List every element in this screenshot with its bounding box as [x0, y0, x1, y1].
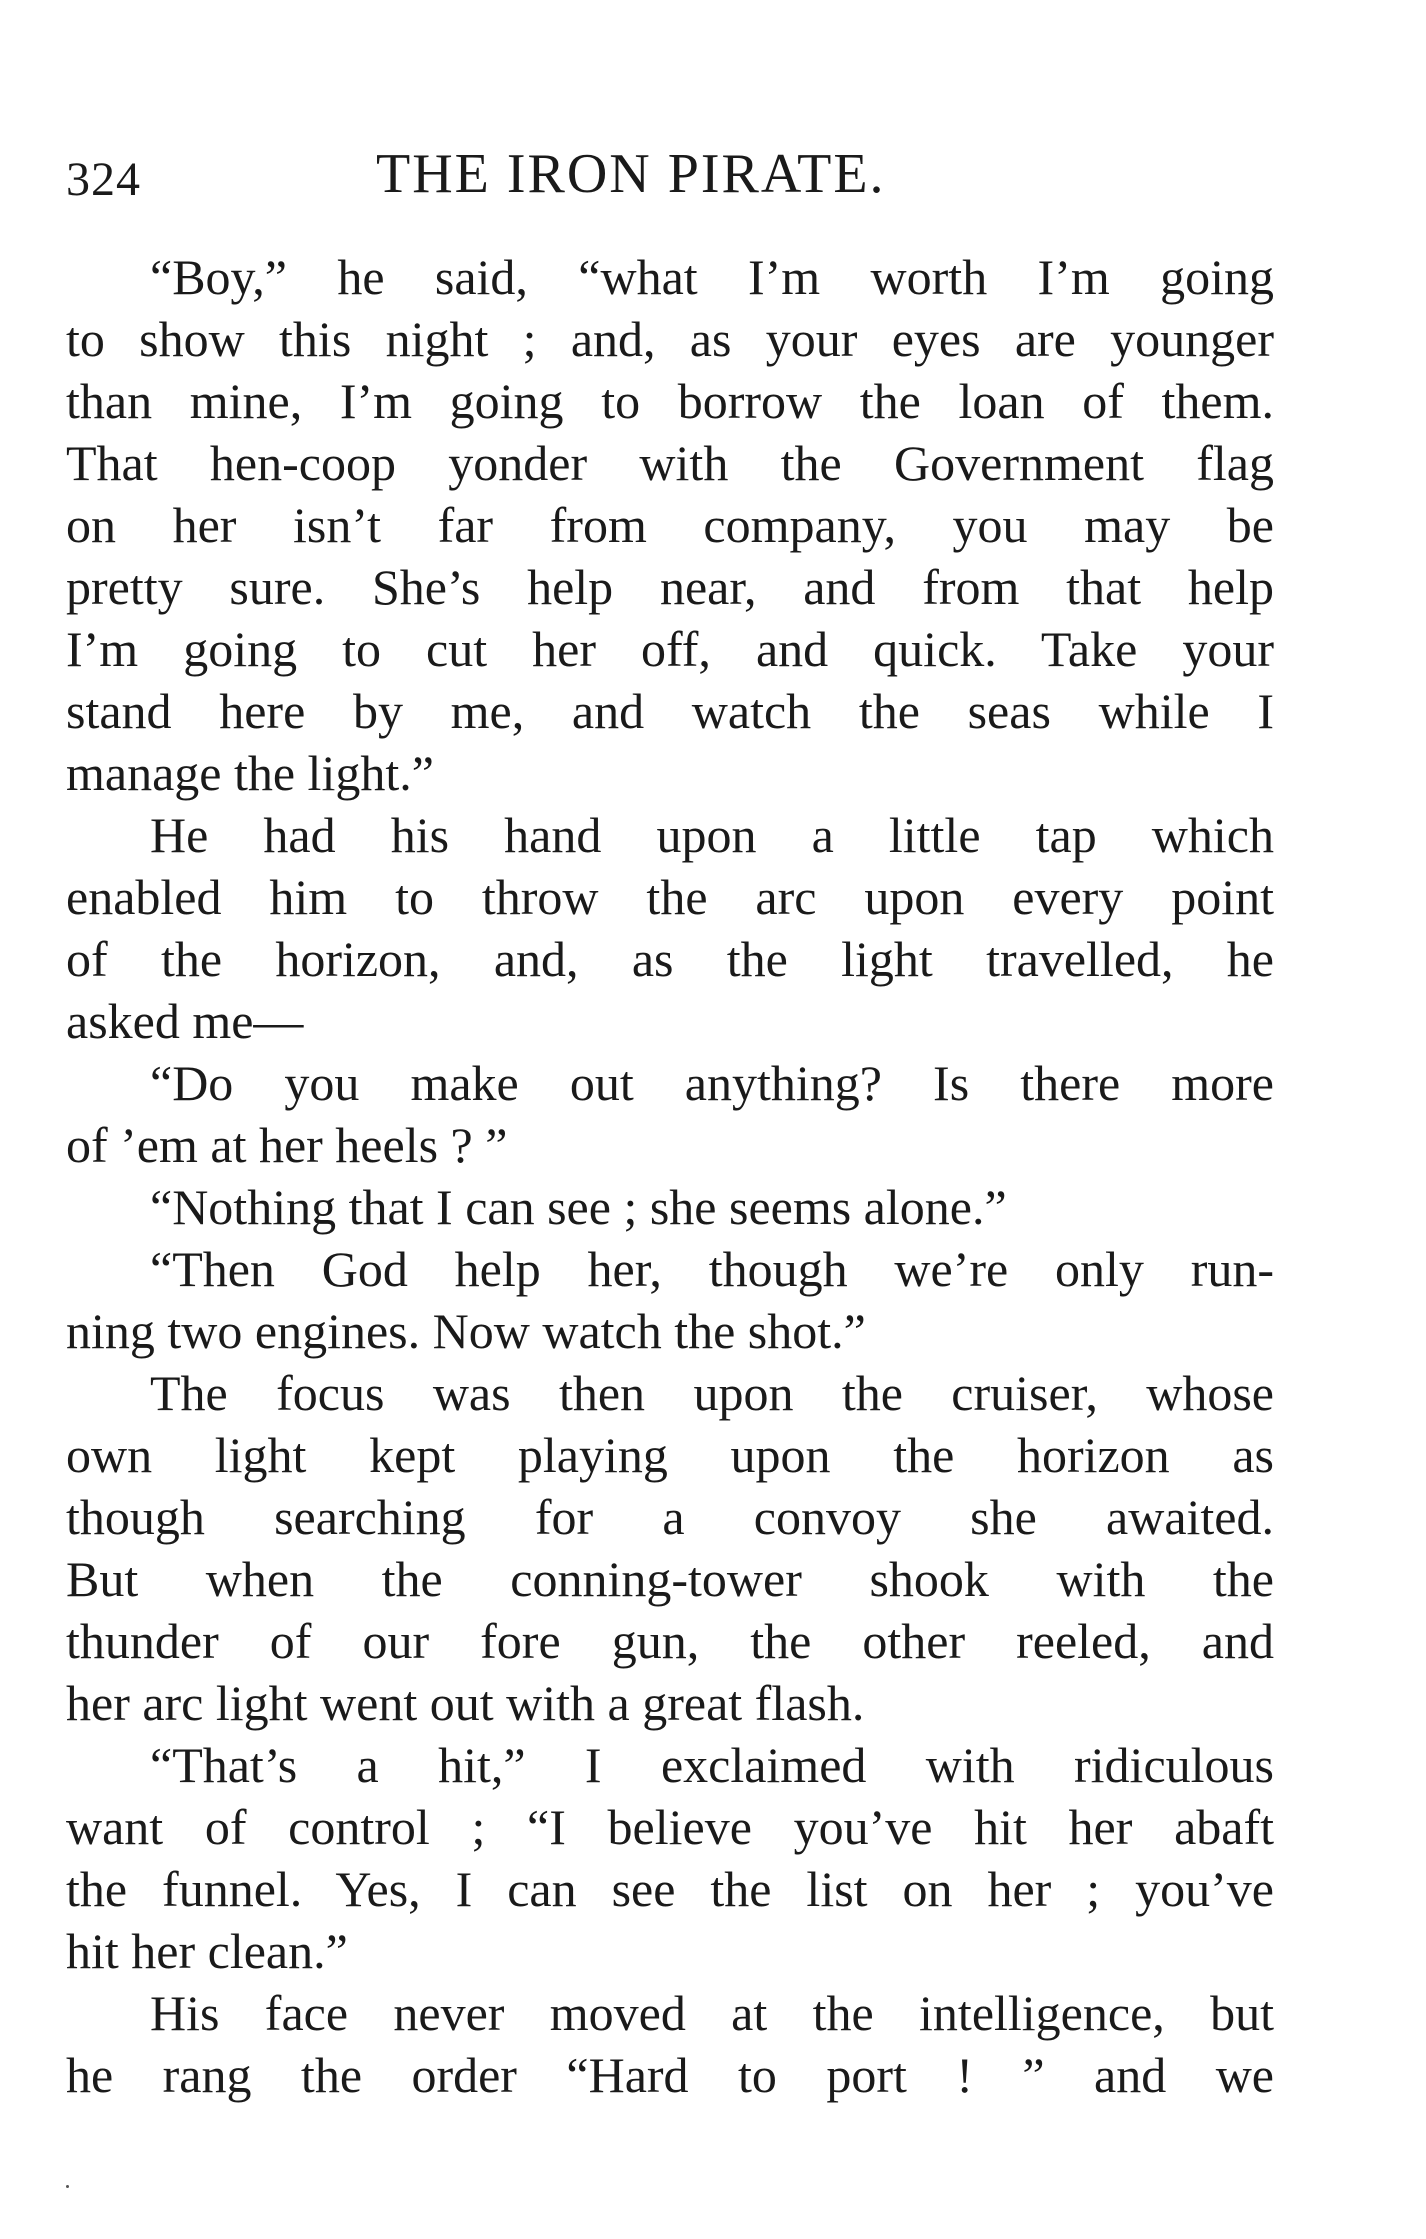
text-line: I’m going to cut her off, and quick. Take your: [66, 621, 1274, 677]
text-line: want of control ; “I believe you’ve hit her abaft: [66, 1799, 1274, 1855]
text-line: thunder of our fore gun, the other reeled, and: [66, 1613, 1274, 1669]
print-speck: [66, 2185, 69, 2188]
text-line: stand here by me, and watch the seas while I: [66, 683, 1274, 739]
text-line: own light kept playing upon the horizon as: [66, 1427, 1274, 1483]
text-line: His face never moved at the intelligence, but: [150, 1985, 1274, 2041]
text-line: pretty sure. She’s help near, and from that help: [66, 559, 1274, 615]
text-line: than mine, I’m going to borrow the loan of them.: [66, 373, 1274, 429]
text-line: of the horizon, and, as the light travelled, he: [66, 931, 1274, 987]
text-line: But when the conning-tower shook with the: [66, 1551, 1274, 1607]
text-line: “Nothing that I can see ; she seems alone.”: [150, 1179, 1007, 1235]
body-text: [66, 246, 1274, 2106]
text-line: He had his hand upon a little tap which: [150, 807, 1274, 863]
text-line: manage the light.”: [66, 745, 434, 801]
text-line: on her isn’t far from company, you may be: [66, 497, 1274, 553]
page-header: [66, 142, 1276, 212]
text-line: The focus was then upon the cruiser, whose: [150, 1365, 1274, 1421]
text-line: ning two engines. Now watch the shot.”: [66, 1303, 866, 1359]
text-line: asked me—: [66, 993, 304, 1049]
text-line: “Then God help her, though we’re only run-: [150, 1241, 1274, 1297]
text-line: her arc light went out with a great flash.: [66, 1675, 865, 1731]
text-line: hit her clean.”: [66, 1923, 348, 1979]
text-line: enabled him to throw the arc upon every point: [66, 869, 1274, 925]
text-line: “That’s a hit,” I exclaimed with ridiculous: [150, 1737, 1274, 1793]
text-line: “Boy,” he said, “what I’m worth I’m going: [150, 249, 1274, 305]
text-line: to show this night ; and, as your eyes are younger: [66, 311, 1274, 367]
page-number: 324: [66, 153, 141, 206]
text-line: he rang the order “Hard to port ! ” and we: [66, 2047, 1274, 2103]
text-line: of ’em at her heels ? ”: [66, 1117, 508, 1173]
text-line: the funnel. Yes, I can see the list on her ; you’ve: [66, 1861, 1274, 1917]
text-line: That hen-coop yonder with the Government flag: [66, 435, 1274, 491]
text-line: though searching for a convoy she awaited.: [66, 1489, 1274, 1545]
running-head: THE IRON PIRATE.: [376, 143, 886, 205]
text-line: “Do you make out anything? Is there more: [150, 1055, 1274, 1111]
